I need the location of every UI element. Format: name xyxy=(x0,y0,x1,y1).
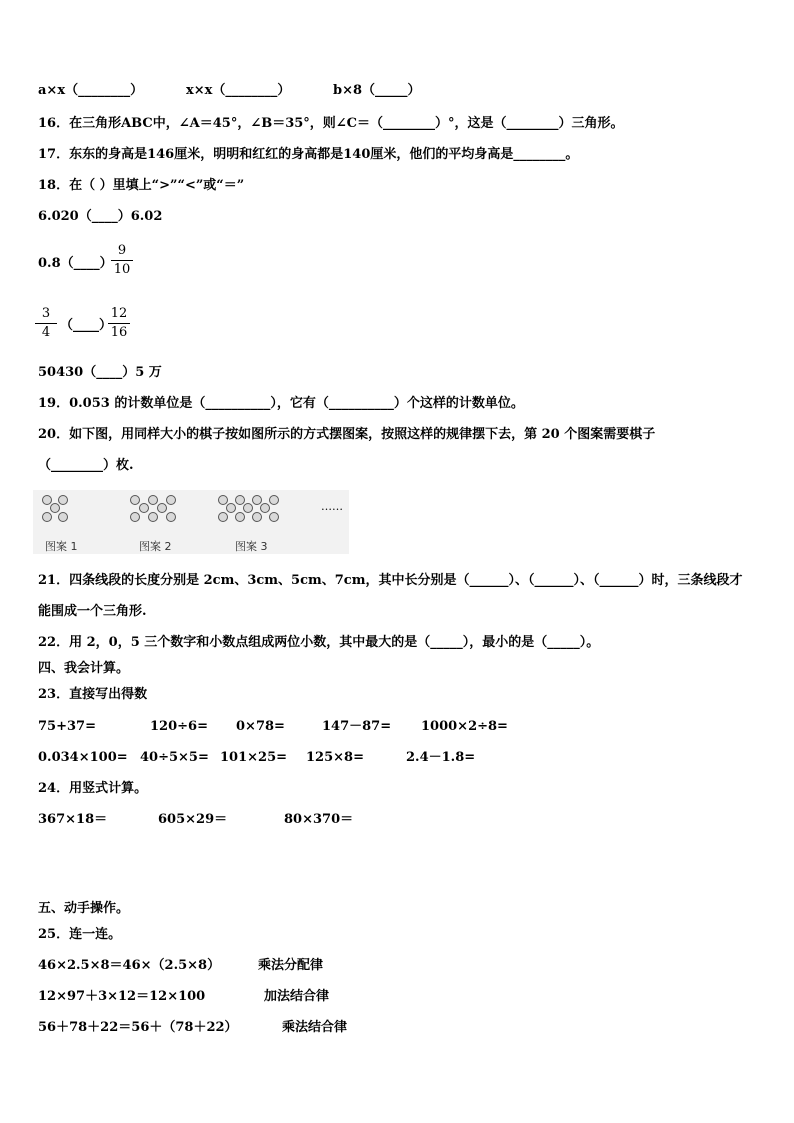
question-22: 22．用 2，0，5 三个数字和小数点组成两位小数，其中最大的是（_____），最小的是（_____）。 xyxy=(38,635,600,650)
question-18d[interactable]: 50430（____）5 万 xyxy=(38,365,162,380)
calc-item[interactable]: 2.4－1.8= xyxy=(406,750,476,765)
calc-item[interactable]: 0×78= xyxy=(236,719,285,734)
expression-left[interactable]: 56＋78＋22＝56＋（78＋22） xyxy=(38,1020,238,1035)
fraction-numerator: 12 xyxy=(110,306,128,321)
question-23: 23．直接写出得数 xyxy=(38,687,148,702)
expression-left[interactable]: 12×97＋3×12＝12×100 xyxy=(38,989,206,1004)
question-18: 18．在（ ）里填上“>”“<”或“＝” xyxy=(38,178,245,193)
question-17: 17．东东的身高是146厘米，明明和红红的身高都是140厘米，他们的平均身高是________。 xyxy=(38,147,579,162)
fraction-numerator: 3 xyxy=(41,306,51,321)
calc-item[interactable]: 120÷6= xyxy=(150,719,208,734)
vertical-calc-item[interactable]: 605×29＝ xyxy=(158,812,228,827)
expression-left[interactable]: 46×2.5×8＝46×（2.5×8） xyxy=(38,958,221,973)
calc-item[interactable]: 101×25= xyxy=(220,750,288,765)
calc-item[interactable]: 40÷5×5= xyxy=(140,750,209,765)
fraction-numerator: 9 xyxy=(117,243,127,258)
law-right[interactable]: 加法结合律 xyxy=(264,989,330,1004)
calc-item[interactable]: 0.034×100= xyxy=(38,750,128,765)
question-18a[interactable]: 6.020（____）6.02 xyxy=(38,209,163,224)
question-20-blank[interactable]: （________）枚. xyxy=(38,458,134,473)
law-right[interactable]: 乘法分配律 xyxy=(258,958,324,973)
chess-pattern-figure xyxy=(33,490,349,554)
section-4-title: 四、我会计算。 xyxy=(38,661,130,676)
question-24: 24．用竖式计算。 xyxy=(38,781,148,796)
fraction-3-4 xyxy=(35,306,57,341)
figure-label-1: 图案 1 xyxy=(45,540,78,553)
fraction-denominator: 4 xyxy=(41,325,51,340)
fraction-9-10 xyxy=(111,243,133,278)
figure-label-2: 图案 2 xyxy=(139,540,172,553)
question-19: 19．0.053 的计数单位是（__________），它有（__________）个这样的计数单位。 xyxy=(38,396,524,411)
calc-item[interactable]: 147－87= xyxy=(322,719,392,734)
law-right[interactable]: 乘法结合律 xyxy=(282,1020,348,1035)
fraction-denominator: 10 xyxy=(113,262,131,277)
fraction-bar xyxy=(35,323,57,324)
calc-item[interactable]: 1000×2÷8= xyxy=(421,719,508,734)
question-25: 25．连一连。 xyxy=(38,927,122,942)
fraction-12-16 xyxy=(108,306,130,341)
fraction-bar xyxy=(108,323,130,324)
question-21: 21．四条线段的长度分别是 2cm、3cm、5cm、7cm，其中长分别是（______）、（______）、（______）时，三条线段才 xyxy=(38,573,743,588)
ellipsis: …… xyxy=(321,500,343,513)
question-21-cont: 能围成一个三角形. xyxy=(38,604,147,619)
vertical-calc-item[interactable]: 80×370＝ xyxy=(284,812,354,827)
section-5-title: 五、动手操作。 xyxy=(38,901,130,916)
figure-label-3: 图案 3 xyxy=(235,540,268,553)
question-16: 16．在三角形ABC中，∠A＝45°，∠B＝35°，则∠C＝（________）°，这是（________）三角形。 xyxy=(38,116,624,131)
question-20: 20．如下图，用同样大小的棋子按如图所示的方式摆图案，按照这样的规律摆下去，第 20 个图案需要棋子 xyxy=(38,427,656,442)
calc-item[interactable]: 75+37= xyxy=(38,719,96,734)
question-18c-blank[interactable]: （____） xyxy=(60,318,113,333)
question-18b[interactable]: 0.8（____） xyxy=(38,256,113,271)
fraction-denominator: 16 xyxy=(110,325,128,340)
blank-x-times-x[interactable]: x×x（________） xyxy=(186,83,291,98)
blank-a-times-x[interactable]: a×x（________） xyxy=(38,83,144,98)
blank-b-times-8[interactable]: b×8（_____） xyxy=(333,83,421,98)
calc-item[interactable]: 125×8= xyxy=(306,750,364,765)
vertical-calc-item[interactable]: 367×18＝ xyxy=(38,812,108,827)
fraction-bar xyxy=(111,260,133,261)
chess-pattern-drawing xyxy=(33,490,349,554)
